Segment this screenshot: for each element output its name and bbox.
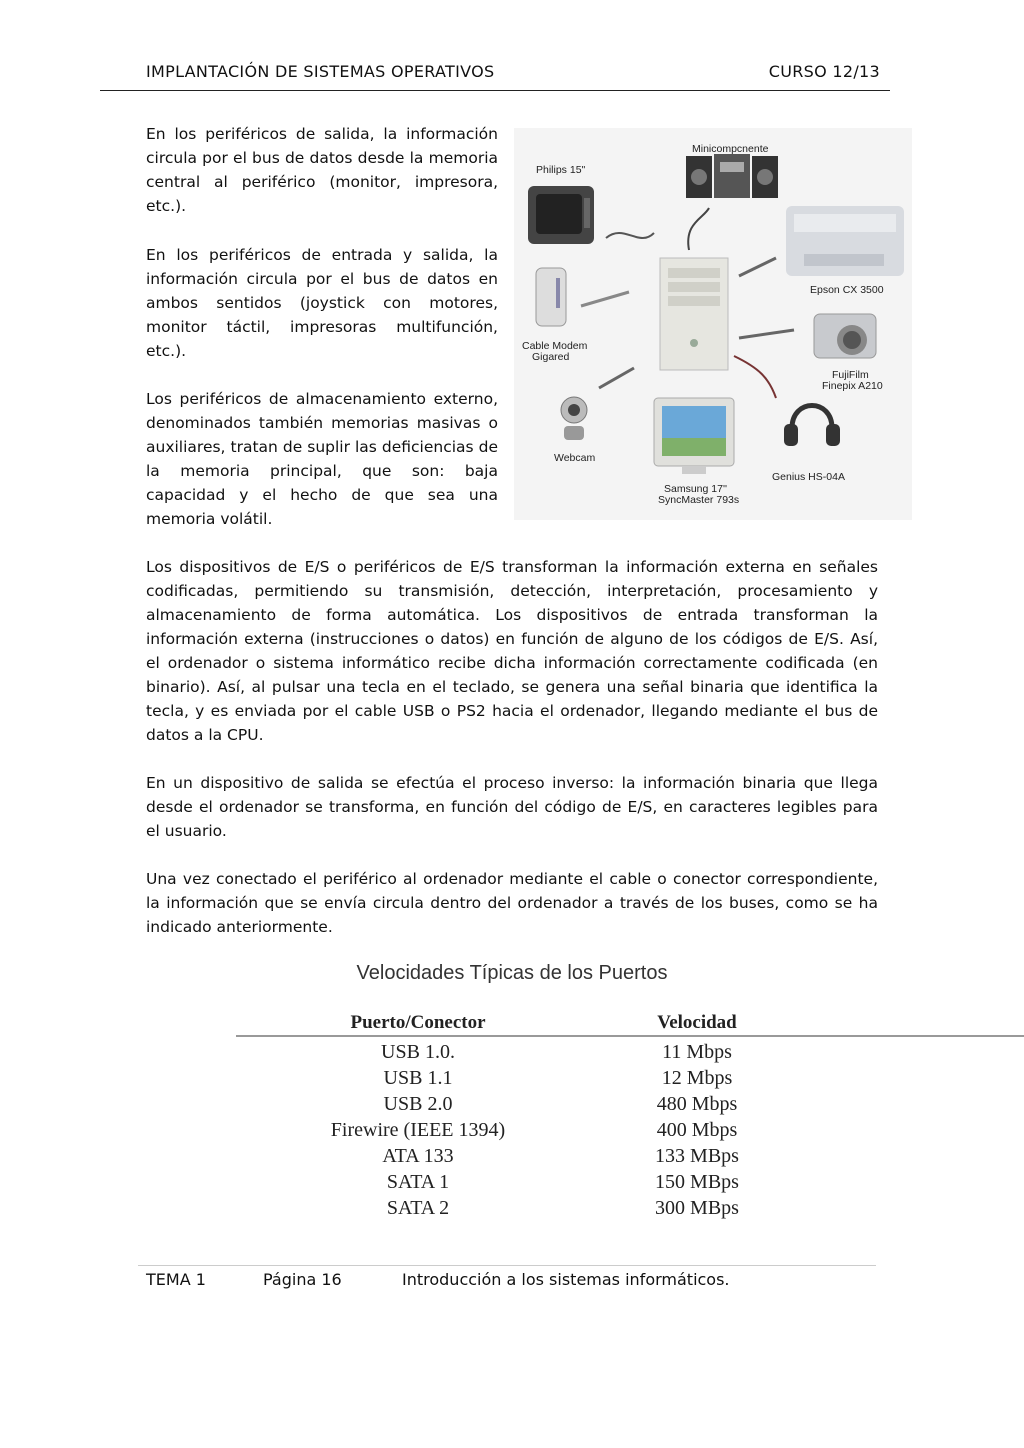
footer-divider: [138, 1265, 876, 1266]
paragraph-output-peripherals: En los periféricos de salida, la información circula por el bus de datos desde la memoria central al periférico (monitor, impresora, etc.).: [146, 125, 498, 215]
camera-icon: [814, 314, 876, 358]
webcam-icon: [561, 397, 587, 440]
table-cell-speed: 11 Mbps: [662, 1041, 732, 1063]
crt-monitor-icon: [528, 186, 594, 244]
label-genius: Genius HS-04A: [772, 471, 845, 483]
table-title: Velocidades Típicas de los Puertos: [356, 962, 668, 984]
paragraph-io-peripherals: En los periféricos de entrada y salida, la información circula por el bus de datos en ambos sentidos (joystick con motores, monitor táctil, impresoras multifunción, etc.).: [146, 246, 498, 360]
printer-icon: [786, 206, 904, 276]
header-divider: [100, 90, 890, 91]
table-divider: [236, 1035, 1024, 1037]
label-philips: Philips 15": [536, 164, 586, 176]
table-cell-port: USB 1.0.: [381, 1041, 455, 1063]
label-webcam: Webcam: [554, 452, 596, 464]
footer-title: Introducción a los sistemas informáticos.: [402, 1270, 730, 1289]
label-minicomponente: Minicompcnente: [692, 143, 769, 155]
label-epson: Epson CX 3500: [810, 284, 884, 296]
paragraph-output-process: En un dispositivo de salida se efectúa el proceso inverso: la información binaria que llega desde el ordenador se transforma, en función del código de E/S, en caracteres legibles para el usuario.: [146, 774, 878, 840]
footer-page-number: Página 16: [263, 1270, 342, 1289]
table-cell-speed: 300 MBps: [655, 1197, 739, 1219]
label-fujifilm: FujiFilm: [832, 369, 869, 381]
paragraph-io-devices: Los dispositivos de E/S o periféricos de E/S transforman la información externa en señales codificadas, permitiendo su transmisión, detección, interpretación, procesamiento y almacenamiento de forma automática. Los dispositivos de entrada transforman la información externa (instrucciones o datos) en función de alguno de los códigos de E/S. Así, el ordenador o sistema informático recibe dicha información correctamente codificada (en binario). Así, al pulsar una tecla en el teclado, se genera una señal binaria que identifica la tecla, y es enviada por el cable USB o PS2 hacia el ordenador, llegando mediante el bus de datos a la CPU.: [146, 558, 878, 744]
table-cell-port: SATA 2: [386, 1197, 450, 1219]
table-cell-port: USB 1.1: [383, 1067, 453, 1089]
table-cell-port: USB 2.0: [383, 1093, 453, 1115]
table-cell-port: SATA 1: [386, 1171, 450, 1193]
label-finepix: Finepix A210: [822, 380, 883, 392]
label-syncmaster: SyncMaster 793s: [658, 494, 740, 506]
table-cell-port: Firewire (IEEE 1394): [330, 1119, 506, 1141]
paragraph-connection: Una vez conectado el periférico al ordenador mediante el cable o conector correspondiente, la información que se envía circula dentro del ordenador a través de los buses, como se ha indicado anteriormente.: [146, 870, 878, 936]
pc-tower-icon: [660, 258, 728, 370]
table-cell-port: ATA 133: [382, 1145, 454, 1167]
paragraph-storage-peripherals: Los periféricos de almacenamiento externo, denominados también memorias masivas o auxiliares, tratan de suplir las deficiencias de la memoria principal, que son: baja capacidad y el hecho de que sea una memoria volátil.: [146, 390, 498, 528]
peripherals-figure: [514, 128, 912, 520]
label-cable-modem: Cable Modem: [522, 340, 588, 352]
table-cell-speed: 150 MBps: [655, 1171, 739, 1193]
table-cell-speed: 400 Mbps: [656, 1119, 738, 1141]
headset-icon: [784, 406, 840, 447]
table-cell-speed: 12 Mbps: [661, 1067, 733, 1089]
table-cell-speed: 133 MBps: [655, 1145, 739, 1167]
table-header-speed: Velocidad: [657, 1012, 737, 1033]
label-samsung: Samsung 17'': [664, 483, 727, 495]
table-cell-speed: 480 Mbps: [656, 1093, 738, 1115]
footer-tema: TEMA 1: [146, 1270, 206, 1289]
header-title: IMPLANTACIÓN DE SISTEMAS OPERATIVOS: [146, 62, 495, 81]
label-gigared: Gigared: [532, 351, 570, 363]
modem-icon: [536, 268, 566, 326]
lcd-monitor-icon: [654, 398, 734, 474]
header-course: CURSO 12/13: [768, 62, 880, 81]
stereo-icon: [686, 154, 778, 198]
table-header-port: Puerto/Conector: [350, 1012, 486, 1033]
